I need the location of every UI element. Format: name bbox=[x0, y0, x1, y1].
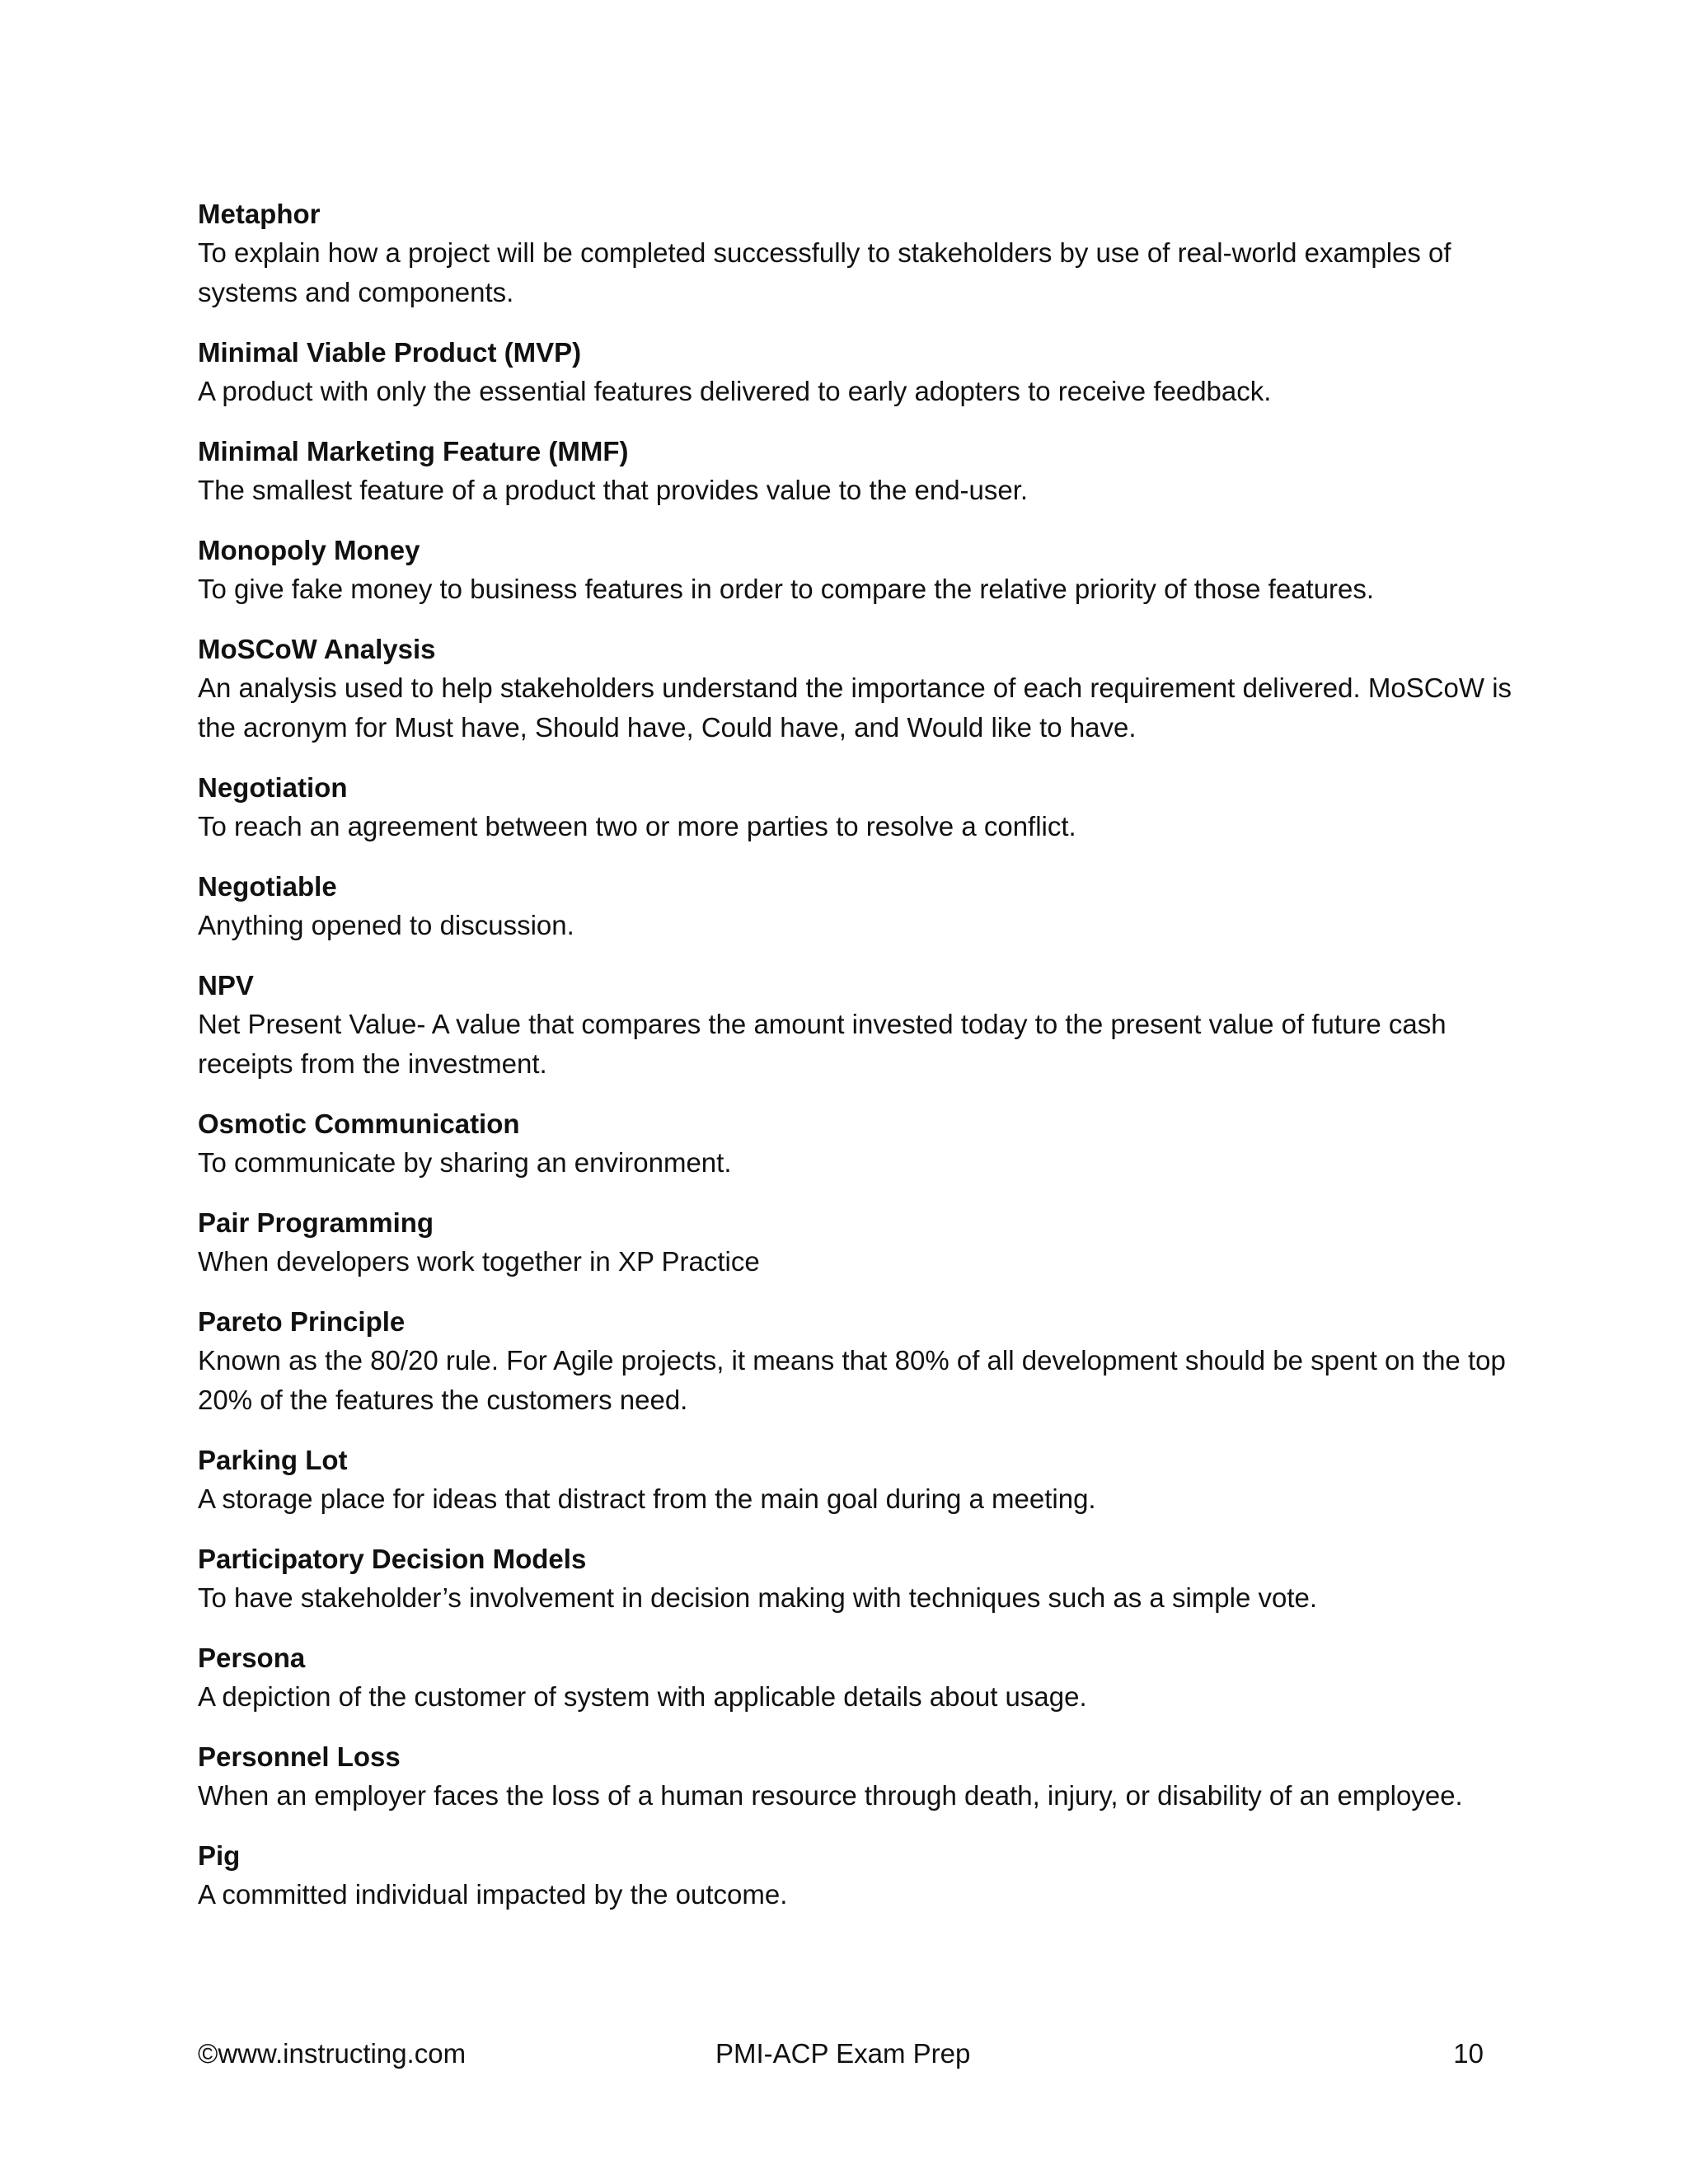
glossary-term: MoSCoW Analysis bbox=[198, 634, 436, 664]
glossary-definition: When developers work together in XP Practice bbox=[198, 1246, 760, 1277]
glossary-definition: To communicate by sharing an environment. bbox=[198, 1147, 732, 1178]
footer-title: PMI-ACP Exam Prep bbox=[715, 2038, 971, 2069]
glossary-definition: To reach an agreement between two or more parties to resolve a conflict. bbox=[198, 811, 1076, 841]
glossary-definition: An analysis used to help stakeholders understand the importance of each requirement delivered. MoSCoW is the acronym for Must have, Should have, Could have, and Would like to have. bbox=[198, 673, 1512, 743]
footer-website: ©www.instructing.com bbox=[198, 2038, 467, 2069]
glossary-definition: A storage place for ideas that distract from the main goal during a meeting. bbox=[198, 1483, 1096, 1514]
glossary-definition: A committed individual impacted by the outcome. bbox=[198, 1879, 788, 1910]
glossary-term: Participatory Decision Models bbox=[198, 1544, 587, 1574]
page-number: 10 bbox=[1453, 2038, 1484, 2069]
glossary-term: Minimal Marketing Feature (MMF) bbox=[198, 436, 629, 466]
glossary-definition: A product with only the essential features delivered to early adopters to receive feedback. bbox=[198, 376, 1272, 406]
glossary-entry bbox=[198, 769, 1517, 846]
page-footer bbox=[198, 2034, 1484, 2074]
glossary-term: Metaphor bbox=[198, 199, 321, 229]
glossary-term: Persona bbox=[198, 1643, 306, 1673]
glossary-definition: A depiction of the customer of system with applicable details about usage. bbox=[198, 1681, 1087, 1712]
glossary-entry bbox=[198, 630, 1517, 748]
glossary-entry bbox=[198, 1303, 1517, 1420]
glossary-term: Pareto Principle bbox=[198, 1306, 406, 1337]
glossary-entry bbox=[198, 1837, 1517, 1915]
glossary-entry bbox=[198, 1204, 1517, 1282]
glossary-term: Monopoly Money bbox=[198, 535, 420, 565]
glossary-entry bbox=[198, 433, 1517, 510]
glossary-definition: When an employer faces the loss of a human resource through death, injury, or disability of an employee. bbox=[198, 1780, 1463, 1811]
glossary-term: Osmotic Communication bbox=[198, 1108, 520, 1139]
glossary-entry bbox=[198, 1639, 1517, 1717]
glossary-list bbox=[198, 195, 1517, 1936]
glossary-definition: To explain how a project will be completed successfully to stakeholders by use of real-world examples of systems and components. bbox=[198, 237, 1451, 307]
glossary-entry bbox=[198, 1441, 1517, 1519]
glossary-definition: Net Present Value- A value that compares the amount invested today to the present value of future cash receipts from the investment. bbox=[198, 1009, 1447, 1079]
glossary-entry bbox=[198, 532, 1517, 609]
glossary-definition: The smallest feature of a product that provides value to the end-user. bbox=[198, 475, 1029, 505]
glossary-entry bbox=[198, 195, 1517, 312]
glossary-term: Pair Programming bbox=[198, 1207, 434, 1238]
glossary-term: Negotiable bbox=[198, 871, 337, 902]
glossary-term: Parking Lot bbox=[198, 1445, 348, 1475]
glossary-entry bbox=[198, 967, 1517, 1084]
glossary-term: Pig bbox=[198, 1840, 241, 1871]
glossary-definition: To give fake money to business features in order to compare the relative priority of those features. bbox=[198, 574, 1375, 604]
glossary-definition: To have stakeholder’s involvement in decision making with techniques such as a simple vote. bbox=[198, 1582, 1318, 1613]
glossary-term: NPV bbox=[198, 970, 254, 1001]
glossary-definition: Anything opened to discussion. bbox=[198, 910, 574, 940]
glossary-entry bbox=[198, 868, 1517, 945]
glossary-entry bbox=[198, 1738, 1517, 1816]
glossary-entry bbox=[198, 1540, 1517, 1618]
glossary-entry bbox=[198, 1105, 1517, 1183]
glossary-term: Minimal Viable Product (MVP) bbox=[198, 337, 582, 368]
glossary-term: Negotiation bbox=[198, 772, 348, 803]
glossary-definition: Known as the 80/20 rule. For Agile projects, it means that 80% of all development should be spent on the top 20% of the features the customers need. bbox=[198, 1345, 1506, 1415]
glossary-term: Personnel Loss bbox=[198, 1741, 401, 1772]
glossary-entry bbox=[198, 334, 1517, 411]
